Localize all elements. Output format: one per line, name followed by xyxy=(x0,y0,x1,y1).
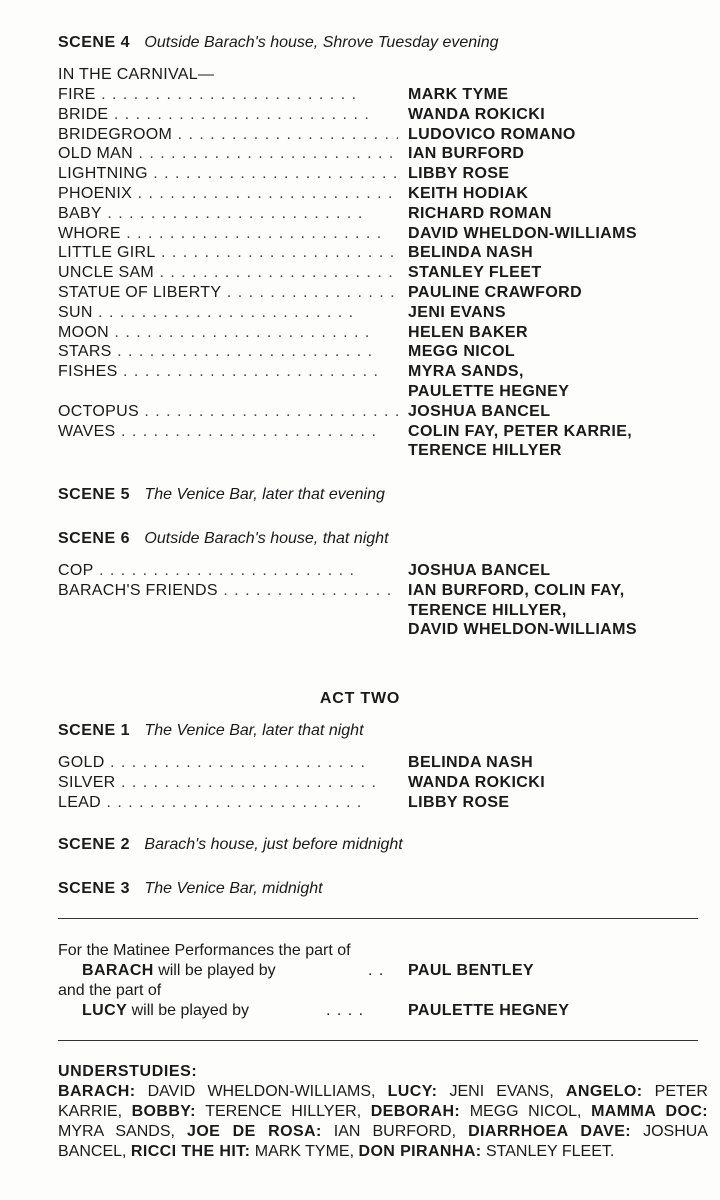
cast-row xyxy=(58,126,708,146)
cast-role: STATUE OF LIBERTY . . xyxy=(58,284,398,302)
cast-actor: PAULETTE HEGNEY xyxy=(408,382,570,400)
cast-role: GOLD . . xyxy=(58,754,398,772)
matinee-actor: PAULETTE HEGNEY xyxy=(408,1002,570,1019)
cast-role: PHOENIX . . xyxy=(58,185,398,203)
cast-actor: BELINDA NASH xyxy=(408,754,534,771)
scene-4-cast-list xyxy=(58,86,708,462)
cast-role: LIGHTNING . . xyxy=(58,165,398,183)
understudy-role: ANGELO: xyxy=(565,1083,643,1100)
matinee-role: BARACH xyxy=(82,962,154,979)
cast-row xyxy=(58,582,708,602)
scene-number: SCENE 5 xyxy=(58,486,130,503)
cast-row xyxy=(58,304,708,324)
cast-role: UNCLE SAM . . xyxy=(58,264,398,282)
cast-row xyxy=(58,423,708,443)
cast-actor: JENI EVANS xyxy=(408,303,506,321)
cast-role: FISHES . . xyxy=(58,363,398,381)
understudy-actor: MEGG NICOL, xyxy=(469,1103,582,1120)
understudy-role: MAMMA DOC: xyxy=(591,1103,709,1120)
understudy-actor: MARK TYME, xyxy=(254,1143,355,1160)
cast-actor: WANDA ROKICKI xyxy=(408,105,546,123)
cast-row xyxy=(58,284,708,304)
act-two-scene-3-heading xyxy=(58,880,323,898)
cast-role: MOON . . xyxy=(58,324,398,342)
cast-actor: LIBBY ROSE xyxy=(408,165,510,183)
cast-role: SUN . . xyxy=(58,304,398,322)
cast-actor: TERENCE HILLYER, xyxy=(408,601,567,619)
cast-row xyxy=(58,205,708,225)
cast-actor: WANDA ROKICKI xyxy=(408,773,546,791)
scene-number: SCENE 3 xyxy=(58,880,130,897)
scene-5-heading xyxy=(58,486,385,504)
matinee-role: LUCY xyxy=(82,1002,128,1019)
cast-row xyxy=(58,774,708,794)
matinee-played-by: will be played by xyxy=(131,1002,250,1019)
cast-row xyxy=(58,602,708,622)
cast-role: FIRE . . xyxy=(58,86,398,104)
carnival-label: IN THE CARNIVAL— xyxy=(58,66,215,83)
understudy-role: BOBBY: xyxy=(131,1103,196,1120)
cast-role: STARS . . xyxy=(58,343,398,361)
understudy-actor: MYRA SANDS, xyxy=(58,1123,175,1140)
matinee-played-by: will be played by xyxy=(158,962,276,979)
matinee-connector: and the part of xyxy=(58,982,162,999)
scene-description: The Venice Bar, midnight xyxy=(144,880,323,897)
understudy-role: DIARRHOEA DAVE: xyxy=(468,1123,632,1140)
scene-number: SCENE 4 xyxy=(58,34,130,51)
cast-role: SILVER . . xyxy=(58,774,398,792)
cast-row xyxy=(58,244,708,264)
cast-row xyxy=(58,264,708,284)
scene-6-cast-list xyxy=(58,562,708,641)
cast-row xyxy=(58,165,708,185)
cast-actor: TERENCE HILLYER xyxy=(408,442,562,460)
scene-description: The Venice Bar, later that night xyxy=(144,722,364,739)
cast-row xyxy=(58,754,708,774)
matinee-notice xyxy=(58,942,708,1022)
act-two-scene-1-cast-list xyxy=(58,754,708,813)
matinee-barach-line xyxy=(58,962,708,982)
understudy-role: RICCI THE HIT: xyxy=(130,1143,251,1160)
cast-actor: DAVID WHELDON-WILLIAMS xyxy=(408,621,637,639)
understudy-actor: JENI EVANS, xyxy=(449,1083,554,1100)
cast-role: WAVES . . xyxy=(58,423,398,441)
cast-role: OLD MAN . . xyxy=(58,145,398,163)
cast-row xyxy=(58,363,708,383)
understudy-actor: PETER KARRIE, xyxy=(58,1083,708,1120)
scene-number: SCENE 2 xyxy=(58,836,130,853)
cast-actor: KEITH HODIAK xyxy=(408,184,529,202)
cast-actor: HELEN BAKER xyxy=(408,323,528,341)
understudies-list xyxy=(58,1082,708,1162)
cast-actor: COLIN FAY, PETER KARRIE, xyxy=(408,422,633,440)
cast-actor: JOSHUA BANCEL xyxy=(408,402,551,420)
scene-description: The Venice Bar, later that evening xyxy=(144,486,385,503)
scene-6-heading xyxy=(58,530,389,548)
cast-actor: LIBBY ROSE xyxy=(408,793,510,811)
cast-row xyxy=(58,106,708,126)
understudies-title: UNDERSTUDIES: xyxy=(58,1063,198,1080)
understudy-actor: IAN BURFORD, xyxy=(333,1123,457,1140)
cast-actor: LUDOVICO ROMANO xyxy=(408,125,576,143)
cast-role: BRIDE . . xyxy=(58,106,398,124)
cast-actor: BELINDA NASH xyxy=(408,244,534,262)
divider-rule xyxy=(58,918,698,919)
cast-row xyxy=(58,562,708,582)
cast-actor: MEGG NICOL xyxy=(408,343,516,361)
scene-number: SCENE 1 xyxy=(58,722,130,739)
cast-row xyxy=(58,383,708,403)
act-two-scene-2-heading xyxy=(58,836,403,854)
matinee-actor: PAUL BENTLEY xyxy=(408,962,534,979)
cast-row xyxy=(58,794,708,814)
cast-role: COP . . xyxy=(58,562,398,580)
cast-actor: IAN BURFORD, COLIN FAY, xyxy=(408,581,625,599)
cast-role: LITTLE GIRL . . xyxy=(58,244,398,262)
cast-role: WHORE . . xyxy=(58,225,398,243)
understudy-actor: DAVID WHELDON-WILLIAMS, xyxy=(147,1083,376,1100)
cast-actor: RICHARD ROMAN xyxy=(408,204,552,222)
understudy-role: BARACH: xyxy=(58,1083,136,1100)
understudy-role: DEBORAH: xyxy=(370,1103,461,1120)
cast-role: BABY . . xyxy=(58,205,398,223)
understudy-role: JOE DE ROSA: xyxy=(187,1123,322,1140)
cast-row xyxy=(58,225,708,245)
cast-row xyxy=(58,185,708,205)
cast-row xyxy=(58,343,708,363)
scene-4-heading xyxy=(58,34,499,52)
cast-row xyxy=(58,621,708,641)
understudy-actor: TERENCE HILLYER, xyxy=(205,1103,362,1120)
cast-row xyxy=(58,145,708,165)
understudy-actor: JOSHUA BANCEL, xyxy=(58,1123,708,1160)
cast-actor: STANLEY FLEET xyxy=(408,264,542,282)
matinee-intro: For the Matinee Performances the part of xyxy=(58,942,351,959)
cast-role: BARACH'S FRIENDS . . xyxy=(58,582,398,600)
scene-description: Outside Barach's house, that night xyxy=(144,530,389,547)
scene-description: Outside Barach's house, Shrove Tuesday evening xyxy=(144,34,499,51)
scene-number: SCENE 6 xyxy=(58,530,130,547)
cast-actor: DAVID WHELDON-WILLIAMS xyxy=(408,224,637,242)
act-two-title: ACT TWO xyxy=(319,690,401,707)
understudies-section xyxy=(58,1062,708,1162)
cast-actor: JOSHUA BANCEL xyxy=(408,562,551,579)
cast-role: BRIDEGROOM . . xyxy=(58,126,398,144)
cast-actor: MARK TYME xyxy=(408,86,509,103)
cast-row xyxy=(58,442,708,462)
understudy-role: LUCY: xyxy=(387,1083,438,1100)
divider-rule xyxy=(58,1040,698,1041)
cast-actor: IAN BURFORD xyxy=(408,145,525,163)
cast-row xyxy=(58,86,708,106)
cast-actor: MYRA SANDS, xyxy=(408,363,524,381)
scene-description: Barach's house, just before midnight xyxy=(144,836,403,853)
understudy-role: DON PIRANHA: xyxy=(358,1143,482,1160)
cast-row xyxy=(58,403,708,423)
cast-role: LEAD . . xyxy=(58,794,398,812)
understudy-actor: STANLEY FLEET. xyxy=(485,1143,615,1160)
cast-actor: PAULINE CRAWFORD xyxy=(408,283,583,301)
cast-role: OCTOPUS . . xyxy=(58,403,398,421)
leader-dots: . . xyxy=(368,962,385,979)
cast-row xyxy=(58,324,708,344)
matinee-lucy-line xyxy=(58,1002,708,1022)
act-two-scene-1-heading xyxy=(58,722,364,740)
leader-dots: . . . . xyxy=(326,1002,365,1019)
